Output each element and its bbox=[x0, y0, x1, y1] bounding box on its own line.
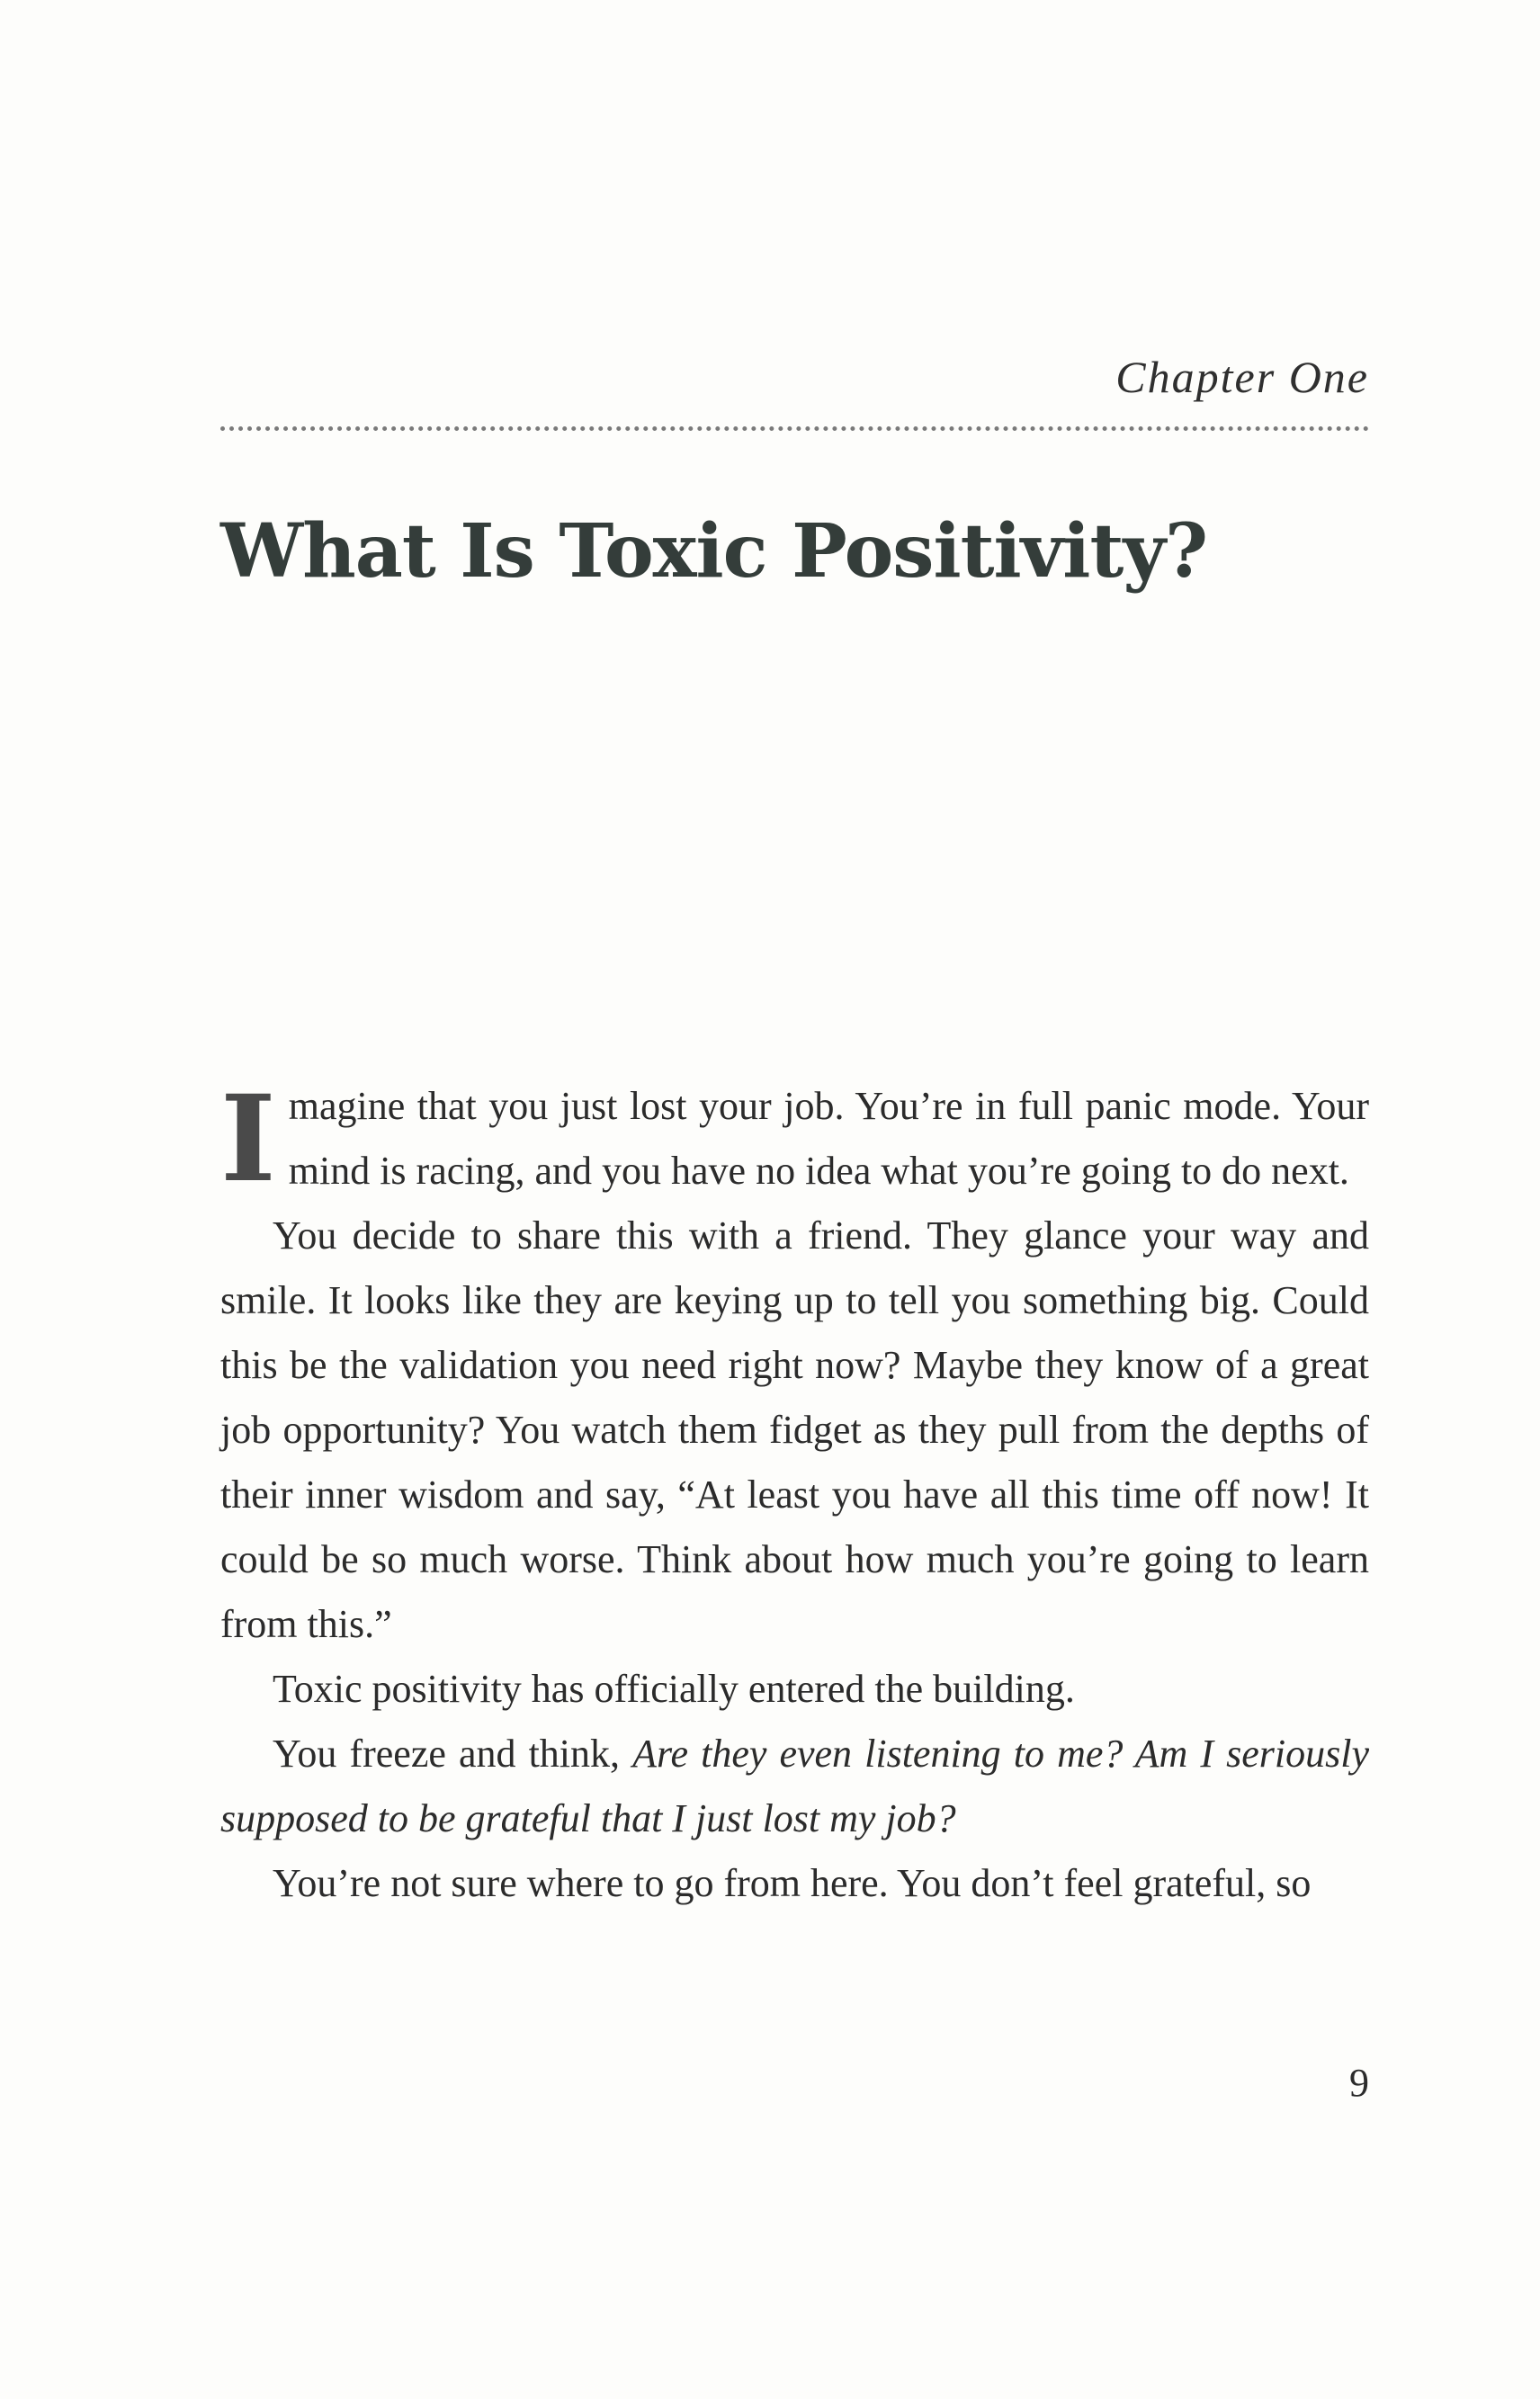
paragraph-3: Toxic positivity has officially entered the building. bbox=[273, 1667, 1075, 1711]
paragraph-4-italic-thought: Are they even listening to me? Am I seriously supposed to be grateful that I just lost my job? bbox=[220, 1732, 1369, 1840]
chapter-label: Chapter One bbox=[1115, 352, 1369, 402]
dotted-divider bbox=[220, 426, 1369, 431]
body-text bbox=[220, 1070, 1369, 1916]
paragraph-4 bbox=[220, 1722, 1369, 1851]
paragraph-4-text: You freeze and think, bbox=[273, 1732, 633, 1776]
paragraph-5: You’re not sure where to go from here. You don’t feel grateful, so bbox=[273, 1861, 1312, 1905]
paragraph-1 bbox=[220, 1070, 1369, 1209]
chapter-title: What Is Toxic Positivity? bbox=[220, 508, 1208, 595]
paragraph-2: You decide to share this with a friend. They glance your way and smile. It looks like they are keying up to tell you something big. Could this be the validation you need right now? Maybe they know of a great job opportunity? You watch them fidget as they pull from the depths of their inner wisdom and say, “At least you have all this time off now! It could be so much worse. Think about how much you’re going to learn from this.” bbox=[220, 1213, 1369, 1646]
drop-cap: I bbox=[220, 1070, 276, 1209]
paragraph-1-text: magine that you just lost your job. You’re in full panic mode. Your mind is racing, and you have no idea what you’re going to do next. bbox=[288, 1084, 1369, 1193]
page-number: 9 bbox=[1349, 2061, 1369, 2105]
